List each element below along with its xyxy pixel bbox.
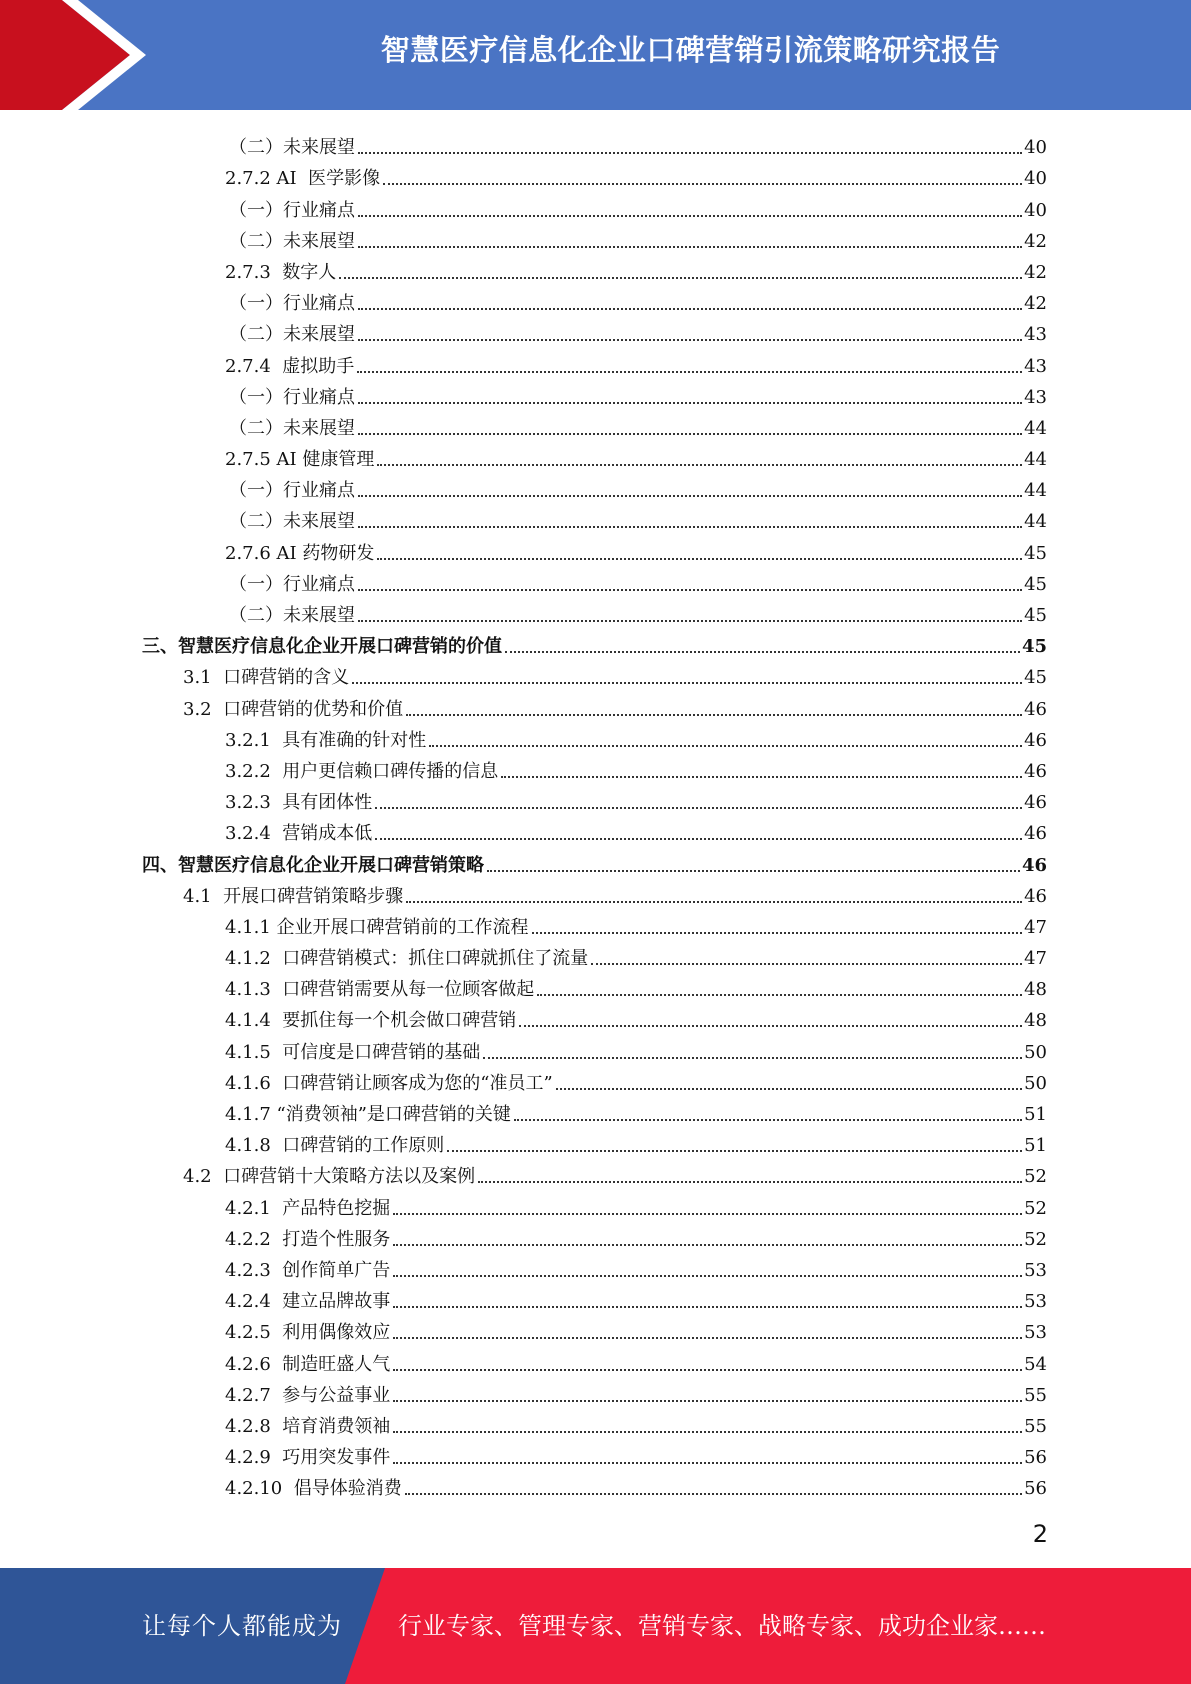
toc-entry[interactable] — [0, 378, 1191, 409]
dot-leader — [393, 1244, 1022, 1246]
toc-entry-page: 53 — [1024, 1322, 1047, 1344]
toc-entry-title: 4.1 开展口碑营销策略步骤 — [183, 885, 404, 907]
toc-entry-page: 40 — [1024, 199, 1047, 221]
dot-leader — [358, 589, 1022, 591]
table-of-contents — [0, 128, 1191, 1500]
toc-entry[interactable] — [0, 284, 1191, 315]
toc-entry-title: 2.7.6 AI 药物研发 — [225, 542, 375, 564]
toc-entry-title: （二）未来展望 — [229, 230, 355, 252]
toc-entry-title: （一）行业痛点 — [229, 293, 355, 315]
toc-entry-title: 4.2.9 巧用突发事件 — [225, 1447, 391, 1469]
toc-entry-title: （一）行业痛点 — [229, 199, 355, 221]
toc-entry[interactable] — [0, 159, 1191, 190]
toc-entry-page: 47 — [1024, 916, 1047, 938]
toc-entry-page: 42 — [1024, 293, 1047, 315]
toc-entry[interactable] — [0, 1157, 1191, 1188]
toc-entry-page: 45 — [1024, 667, 1047, 689]
toc-entry-page: 55 — [1024, 1415, 1047, 1437]
toc-entry[interactable] — [0, 533, 1191, 564]
dot-leader — [358, 339, 1022, 341]
toc-entry-page: 44 — [1024, 449, 1047, 471]
toc-entry-page: 42 — [1024, 261, 1047, 283]
toc-entry-page: 48 — [1024, 1010, 1047, 1032]
toc-entry[interactable] — [0, 1095, 1191, 1126]
toc-entry[interactable] — [0, 565, 1191, 596]
toc-entry-title: 4.2.2 打造个性服务 — [225, 1228, 391, 1250]
dot-leader — [377, 464, 1022, 466]
toc-entry-page: 56 — [1024, 1447, 1047, 1469]
toc-entry-page: 45 — [1024, 573, 1047, 595]
toc-entry-page: 43 — [1024, 324, 1047, 346]
dot-leader — [556, 1088, 1022, 1090]
dot-leader — [358, 215, 1022, 217]
toc-entry-page: 52 — [1024, 1197, 1047, 1219]
dot-leader — [393, 1337, 1022, 1339]
dot-leader — [375, 807, 1022, 809]
toc-entry-page: 43 — [1024, 355, 1047, 377]
dot-leader — [505, 651, 1020, 653]
toc-entry-title: 3.1 口碑营销的含义 — [183, 667, 350, 689]
toc-entry[interactable] — [0, 315, 1191, 346]
toc-entry-page: 50 — [1024, 1072, 1047, 1094]
toc-entry-page: 52 — [1024, 1228, 1047, 1250]
toc-entry-title: 4.1.5 可信度是口碑营销的基础 — [225, 1041, 481, 1063]
toc-entry[interactable] — [0, 1001, 1191, 1032]
toc-entry-title: 4.1.2 口碑营销模式：抓住口碑就抓住了流量 — [225, 948, 589, 970]
toc-entry-title: 3.2.4 营销成本低 — [225, 823, 373, 845]
toc-entry-title: （二）未来展望 — [229, 417, 355, 439]
toc-entry[interactable] — [0, 939, 1191, 970]
toc-entry[interactable] — [0, 253, 1191, 284]
dot-leader — [393, 1213, 1022, 1215]
toc-entry-title: 2.7.4 虚拟助手 — [225, 355, 355, 377]
dot-leader — [358, 152, 1022, 154]
toc-entry[interactable] — [0, 1282, 1191, 1313]
toc-entry-title: 4.2.6 制造旺盛人气 — [225, 1353, 391, 1375]
dot-leader — [393, 1462, 1022, 1464]
dot-leader — [406, 714, 1022, 716]
toc-entry[interactable] — [0, 783, 1191, 814]
page-footer — [0, 1568, 1191, 1684]
toc-entry-page: 46 — [1024, 792, 1047, 814]
toc-entry-page: 52 — [1024, 1166, 1047, 1188]
toc-entry-page: 51 — [1024, 1135, 1047, 1157]
toc-entry-page: 46 — [1024, 823, 1047, 845]
toc-entry-title: 3.2.1 具有准确的针对性 — [225, 729, 427, 751]
toc-entry[interactable] — [0, 222, 1191, 253]
toc-entry[interactable] — [0, 689, 1191, 720]
toc-entry-page: 48 — [1024, 979, 1047, 1001]
dot-leader — [537, 994, 1022, 996]
toc-entry[interactable] — [0, 190, 1191, 221]
page-header — [0, 0, 1191, 110]
dot-leader — [487, 870, 1020, 872]
toc-entry[interactable] — [0, 814, 1191, 845]
toc-entry[interactable] — [0, 1469, 1191, 1500]
dot-leader — [358, 495, 1022, 497]
toc-entry-title: 四、智慧医疗信息化企业开展口碑营销策略 — [142, 854, 484, 876]
dot-leader — [405, 1493, 1022, 1495]
dot-leader — [358, 620, 1022, 622]
toc-entry-title: （二）未来展望 — [229, 324, 355, 346]
dot-leader — [532, 932, 1023, 934]
dot-leader — [591, 963, 1022, 965]
footer-slogan: 让每个人都能成为 — [142, 1612, 342, 1640]
toc-entry[interactable] — [0, 1313, 1191, 1344]
toc-entry-title: 4.2.5 利用偶像效应 — [225, 1322, 391, 1344]
toc-entry-page: 44 — [1024, 417, 1047, 439]
toc-entry[interactable] — [0, 128, 1191, 159]
toc-entry-page: 46 — [1024, 760, 1047, 782]
toc-entry-title: 4.1.8 口碑营销的工作原则 — [225, 1135, 445, 1157]
dot-leader — [383, 183, 1022, 185]
toc-entry-page: 40 — [1024, 137, 1047, 159]
toc-entry-page: 46 — [1024, 729, 1047, 751]
toc-entry[interactable] — [0, 1064, 1191, 1095]
toc-entry[interactable] — [0, 627, 1191, 658]
toc-entry[interactable] — [0, 1438, 1191, 1469]
toc-entry-title: （一）行业痛点 — [229, 386, 355, 408]
toc-entry[interactable] — [0, 1126, 1191, 1157]
toc-entry-page: 43 — [1024, 386, 1047, 408]
toc-entry[interactable] — [0, 752, 1191, 783]
dot-leader — [357, 371, 1022, 373]
toc-entry-page: 47 — [1024, 948, 1047, 970]
dot-leader — [393, 1400, 1022, 1402]
toc-entry[interactable] — [0, 1220, 1191, 1251]
toc-entry-title: 4.2.3 创作简单广告 — [225, 1259, 391, 1281]
toc-entry-page: 46 — [1024, 885, 1047, 907]
dot-leader — [514, 1119, 1022, 1121]
toc-entry[interactable] — [0, 1344, 1191, 1375]
toc-entry-page: 51 — [1024, 1104, 1047, 1125]
toc-entry-title: 4.1.1 企业开展口碑营销前的工作流程 — [225, 916, 529, 938]
toc-entry-page: 53 — [1024, 1259, 1047, 1281]
toc-entry-page: 55 — [1024, 1384, 1047, 1406]
footer-roles: 行业专家、管理专家、营销专家、战略专家、成功企业家…… — [398, 1612, 1046, 1640]
toc-entry-title: （二）未来展望 — [229, 511, 355, 533]
toc-entry-title: 4.2.1 产品特色挖掘 — [225, 1197, 391, 1219]
toc-entry[interactable] — [0, 596, 1191, 627]
toc-entry[interactable] — [0, 721, 1191, 752]
dot-leader — [393, 1369, 1022, 1371]
toc-entry-page: 46 — [1024, 698, 1047, 720]
toc-entry-page: 45 — [1021, 636, 1047, 658]
toc-entry-title: 2.7.3 数字人 — [225, 261, 337, 283]
toc-entry-page: 45 — [1024, 542, 1047, 564]
toc-entry-title: 4.2.10 倡导体验消费 — [225, 1478, 402, 1500]
toc-entry-page: 53 — [1024, 1291, 1047, 1313]
toc-entry[interactable] — [0, 658, 1191, 689]
toc-entry-title: 3.2.3 具有团体性 — [225, 792, 373, 814]
toc-entry-title: 4.2 口碑营销十大策略方法以及案例 — [183, 1166, 476, 1188]
dot-leader — [393, 1275, 1022, 1277]
toc-entry-page: 54 — [1024, 1353, 1047, 1375]
toc-entry-page: 50 — [1024, 1041, 1047, 1063]
toc-entry-title: 三、智慧医疗信息化企业开展口碑营销的价值 — [142, 636, 502, 658]
toc-entry[interactable] — [0, 502, 1191, 533]
dot-leader — [352, 682, 1022, 684]
page-number: 2 — [1032, 1520, 1048, 1548]
toc-entry[interactable] — [0, 845, 1191, 876]
toc-entry[interactable] — [0, 1188, 1191, 1219]
toc-entry[interactable] — [0, 908, 1191, 939]
toc-entry-title: （二）未来展望 — [229, 605, 355, 626]
toc-entry-title: 4.1.7 “消费领袖”是口碑营销的关键 — [225, 1104, 511, 1125]
toc-entry[interactable] — [0, 1376, 1191, 1407]
toc-entry-title: 4.2.8 培育消费领袖 — [225, 1415, 391, 1437]
report-title: 智慧医疗信息化企业口碑营销引流策略研究报告 — [380, 33, 1001, 67]
toc-entry-page: 45 — [1024, 605, 1047, 626]
dot-leader — [447, 1150, 1022, 1152]
toc-entry-title: 4.1.6 口碑营销让顾客成为您的“准员工” — [225, 1072, 553, 1094]
toc-entry-page: 40 — [1024, 168, 1047, 190]
dot-leader — [501, 776, 1022, 778]
dot-leader — [377, 558, 1022, 560]
toc-entry[interactable] — [0, 877, 1191, 908]
chevron-arrow-icon — [0, 0, 170, 110]
toc-entry-page: 42 — [1024, 230, 1047, 252]
dot-leader — [393, 1306, 1022, 1308]
toc-entry[interactable] — [0, 970, 1191, 1001]
dot-leader — [478, 1181, 1022, 1183]
dot-leader — [358, 402, 1022, 404]
toc-entry-title: 4.1.4 要抓住每一个机会做口碑营销 — [225, 1010, 517, 1032]
dot-leader — [393, 1431, 1022, 1433]
dot-leader — [483, 1057, 1022, 1059]
dot-leader — [358, 526, 1022, 528]
toc-entry-title: （一）行业痛点 — [229, 480, 355, 502]
toc-entry-title: 2.7.2 AI 医学影像 — [225, 168, 381, 190]
toc-entry-title: （一）行业痛点 — [229, 573, 355, 595]
toc-entry-title: 3.2.2 用户更信赖口碑传播的信息 — [225, 760, 499, 782]
dot-leader — [339, 277, 1022, 279]
toc-entry-page: 44 — [1024, 480, 1047, 502]
toc-entry-title: 2.7.5 AI 健康管理 — [225, 449, 375, 471]
dot-leader — [406, 901, 1022, 903]
toc-entry-page: 56 — [1024, 1478, 1047, 1500]
toc-entry-title: 4.2.4 建立品牌故事 — [225, 1291, 391, 1313]
toc-entry-title: 4.2.7 参与公益事业 — [225, 1384, 391, 1406]
dot-leader — [429, 745, 1022, 747]
toc-entry[interactable] — [0, 1032, 1191, 1063]
dot-leader — [358, 433, 1022, 435]
toc-entry-title: 4.1.3 口碑营销需要从每一位顾客做起 — [225, 979, 535, 1001]
toc-entry[interactable] — [0, 471, 1191, 502]
toc-entry[interactable] — [0, 1251, 1191, 1282]
toc-entry-page: 46 — [1021, 854, 1047, 876]
dot-leader — [375, 838, 1022, 840]
toc-entry[interactable] — [0, 1407, 1191, 1438]
toc-entry[interactable] — [0, 346, 1191, 377]
dot-leader — [519, 1025, 1022, 1027]
dot-leader — [358, 246, 1022, 248]
toc-entry-page: 44 — [1024, 511, 1047, 533]
toc-entry-title: （二）未来展望 — [229, 137, 355, 159]
toc-entry[interactable] — [0, 409, 1191, 440]
toc-entry[interactable] — [0, 440, 1191, 471]
dot-leader — [358, 308, 1022, 310]
toc-entry-title: 3.2 口碑营销的优势和价值 — [183, 698, 404, 720]
